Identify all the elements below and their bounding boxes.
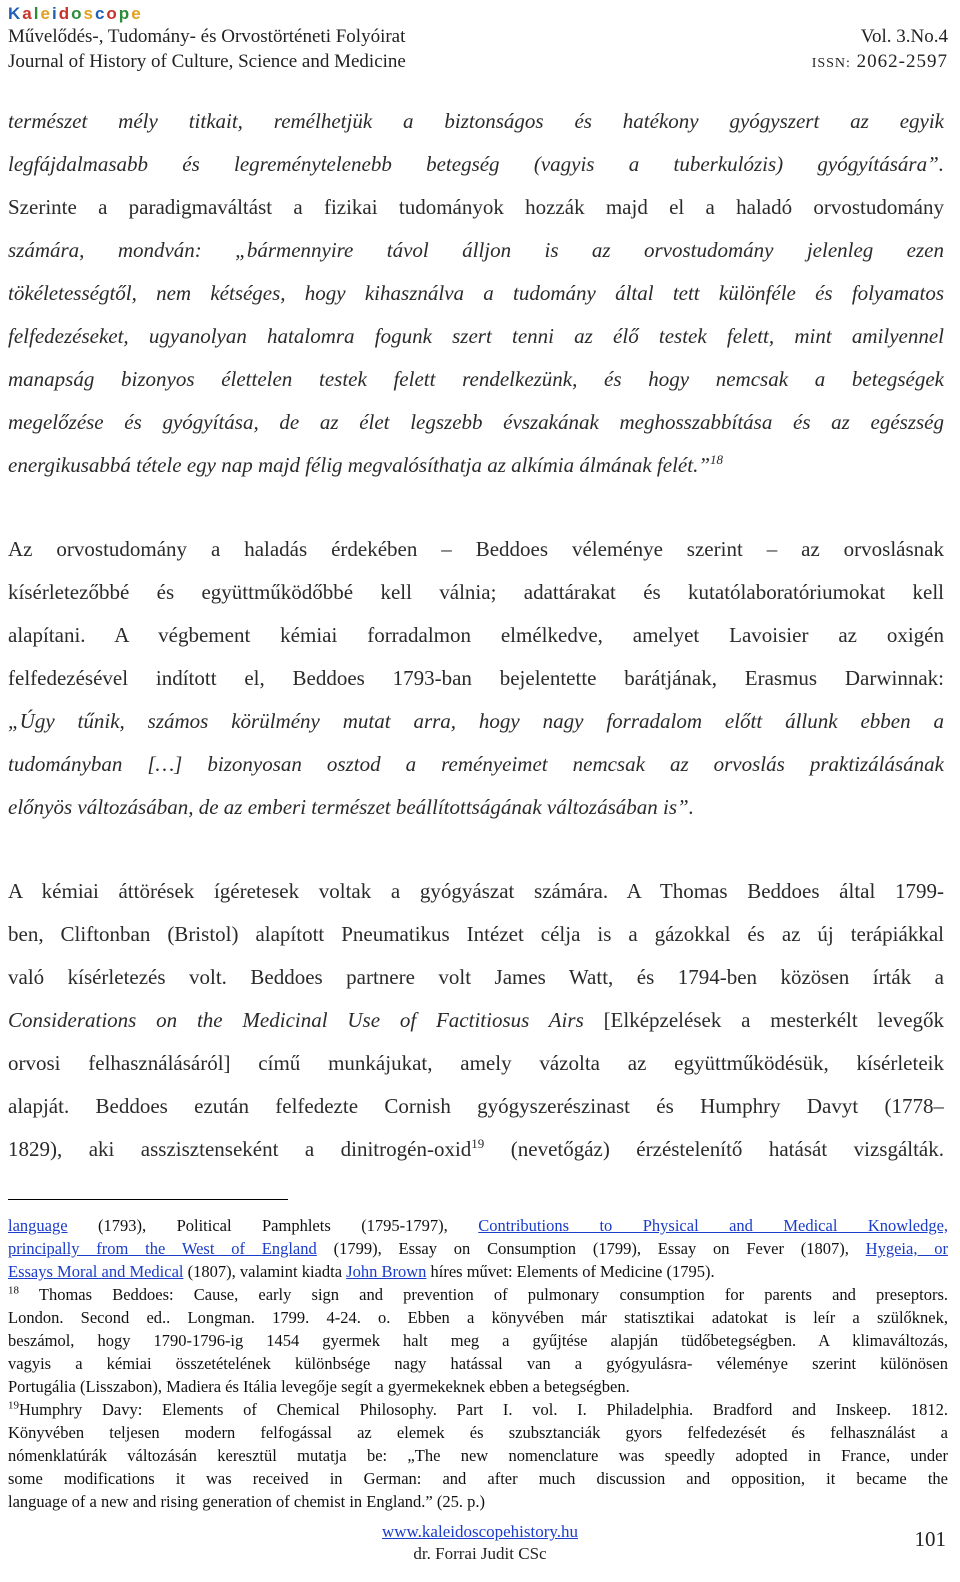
footnote-19: $^{19}$Humphry Davy: Elements of Chemical Philosophy. Part I. vol. I. Philadelphia. Bradford and Inskeep. 1812.	[8, 1399, 948, 1419]
text-line: „Úgy tűnik, számos körülmény mutat arra, hogy nagy forradalom előtt állunk ebben a	[8, 709, 944, 733]
footnote-line: Portugália (Lisszabon), Madiera és Itália levegője segít a gyermekeknek ebben a betegségben.	[8, 1377, 630, 1396]
footnote-line: some modifications it was received in German: and after much discussion and opposition, it became the	[8, 1469, 948, 1488]
footnote-line: principally from the West of England (1799), Essay on Consumption (1799), Essay on Fever (1807), Hygeia, or	[8, 1239, 948, 1258]
journal-title-hu: Művelődés-, Tudomány- és Orvostörténeti Folyóirat	[8, 26, 406, 47]
brand-letter: K	[8, 4, 23, 23]
journal-header	[8, 4, 948, 76]
page-number: 101	[914, 1527, 946, 1551]
link-essays-moral[interactable]: Essays Moral and Medical	[8, 1262, 184, 1281]
text-line: legfájdalmasabb és legreménytelenebb betegség (vagyis a tuberkulózis) gyógyítására”.	[8, 152, 944, 176]
text-line: 1829), aki asszisztenseként a dinitrogén-oxid$^{19}$ (nevetőgáz) érzéstelenítő hatását vizsgálták.	[8, 1136, 944, 1161]
link-john-brown[interactable]: John Brown	[346, 1262, 427, 1281]
paragraph-2	[8, 528, 944, 829]
brand-letter: e	[131, 4, 143, 23]
brand-letter: o	[106, 4, 119, 23]
text-line: Szerinte a paradigmaváltást a fizikai tudományok hozzák majd el a haladó orvostudomány	[8, 195, 944, 219]
brand-letter: p	[118, 4, 132, 23]
page-footer	[0, 1521, 960, 1565]
text-line: kísérletezőbbé és együttműködőbbé kell válnia; adattárakat és kutatólaboratóriumokat kell	[8, 580, 944, 604]
text-line: előnyös változásában, de az emberi természet beállítottságának változásában is”.	[8, 795, 694, 819]
text-line: energikusabbá tétele egy nap majd félig megvalósíthatja az alkímia álmának felét.”$^{18}$	[8, 452, 724, 477]
paragraph-1	[8, 100, 944, 487]
footnote-line: nómenklatúrák változásán keresztül mutatja be: „The new nomenclature was speedly adopted in France, under	[8, 1446, 948, 1465]
brand-logo	[8, 4, 948, 24]
text-line: való kísérletezés volt. Beddoes partnere volt James Watt, és 1794-ben közösen írták a	[8, 965, 944, 989]
brand-letter: o	[71, 4, 84, 23]
text-line: alapítani. A végbement kémiai forradalmon elmélkedve, amelyet Lavoisier az oxigén	[8, 623, 944, 647]
footnote-line: language (1793), Political Pamphlets (1795-1797), Contributions to Physical and Medical Knowledge,	[8, 1216, 948, 1235]
journal-title-en: Journal of History of Culture, Science and Medicine	[8, 51, 406, 72]
link-contributions[interactable]: Contributions to Physical and Medical Knowledge,	[478, 1216, 948, 1235]
header-line-2	[8, 49, 948, 76]
footnote-ref-18[interactable]: 18	[710, 452, 724, 467]
text-line: Considerations on the Medicinal Use of Factitiosus Airs [Elképzelések a mesterkélt levegők	[8, 1008, 944, 1032]
brand-letter: i	[51, 4, 59, 23]
header-line-1	[8, 24, 948, 49]
footnote-line: Essays Moral and Medical (1807), valamint kiadta John Brown híres művet: Elements of Medicine (1795).	[8, 1262, 715, 1281]
text-line: felfedezéseket, ugyanolyan hatalomra fogunk szert tenni az élő testek felett, mint amilyennel	[8, 324, 944, 348]
brand-letter: e	[40, 4, 52, 23]
footnote-line: London. Second ed.. Longman. 1799. 4-24. o. Ebben a könyvében már statisztikai adatokat is leír a szülőknek,	[8, 1308, 948, 1327]
text-line: felfedezésével indított el, Beddoes 1793-ban bejelentette barátjának, Erasmus Darwinnak:	[8, 666, 944, 690]
brand-letter: s	[83, 4, 95, 23]
footnote-line: beszámol, hogy 1790-1796-ig 1454 gyermek halt meg a gyűjtése alapján tüdőbetegségben. A klimaváltozás,	[8, 1331, 948, 1350]
footnote-line: vagyis a kémiai összetételének különbsége nagy hatással van a gyógyulásra- véleménye szerint különösen	[8, 1354, 948, 1373]
footnote-ref-19[interactable]: 19	[471, 1136, 485, 1151]
footnote-line: language of a new and rising generation of chemist in England.” (25. p.)	[8, 1492, 485, 1511]
text-line: alapját. Beddoes ezután felfedezte Cornish gyógyszerészinast és Humphry Davyt (1778–	[8, 1094, 944, 1118]
paragraph-3	[8, 870, 944, 1171]
text-line: megelőzése és gyógyítása, de az élet legszebb évszakának meghosszabbítása és az egészség	[8, 410, 944, 434]
book-title: Considerations on the Medicinal Use of Factitiosus Airs	[8, 1008, 584, 1032]
brand-letter: a	[22, 4, 34, 23]
link-hygeia[interactable]: Hygeia, or	[865, 1239, 948, 1258]
volume-number: Vol. 3.No.4	[860, 26, 948, 47]
issn: ISSN: 2062-2597	[811, 51, 948, 72]
brand-letter: l	[33, 4, 41, 23]
text-line: tökéletességtől, nem kétséges, hogy kihasználva a tudomány által tett különféle és folyamatos	[8, 281, 944, 305]
text-line: tudományban […] bizonyosan osztod a reményeimet nemcsak az orvoslás praktizálásának	[8, 752, 944, 776]
brand-letter: d	[58, 4, 72, 23]
footnotes	[8, 1214, 948, 1513]
footnote-line: Könyvében teljesen modern felfogással az elemek és szubsztanciák gyors felfedezését és felhasználást a	[8, 1423, 948, 1442]
link-west-of-england[interactable]: principally from the West of England	[8, 1239, 317, 1258]
website-link[interactable]: www.kaleidoscopehistory.hu	[381, 1522, 579, 1541]
footnote-18: $^{18}$ Thomas Beddoes: Cause, early sign and prevention of pulmonary consumption for parents and preseptors.	[8, 1284, 948, 1304]
text-line: természet mély titkait, remélhetjük a biztonságos és hatékony gyógyszert az egyik	[8, 109, 944, 133]
text-line: manapság bizonyos élettelen testek felett rendelkezünk, és hogy nemcsak a betegségek	[8, 367, 944, 391]
text-line: Az orvostudomány a haladás érdekében – Beddoes véleménye szerint – az orvoslásnak	[8, 537, 944, 561]
text-line: ben, Cliftonban (Bristol) alapított Pneumatikus Intézet célja is a gázokkal és az új terápiákkal	[8, 922, 944, 946]
text-line: orvosi felhasználásáról] című munkájukat, amely vázolta az együttműködésük, kísérleteik	[8, 1051, 944, 1075]
footnote-divider	[8, 1199, 288, 1200]
text-line: A kémiai áttörések ígéretesek voltak a gyógyászat számára. A Thomas Beddoes által 1799-	[8, 879, 944, 903]
brand-letter: c	[94, 4, 107, 23]
text-line: számára, mondván: „bármennyire távol álljon is az orvostudomány jelenleg ezen	[8, 238, 944, 262]
author-name: dr. Forrai Judit CSc	[413, 1544, 547, 1563]
link-language[interactable]: language	[8, 1216, 68, 1235]
